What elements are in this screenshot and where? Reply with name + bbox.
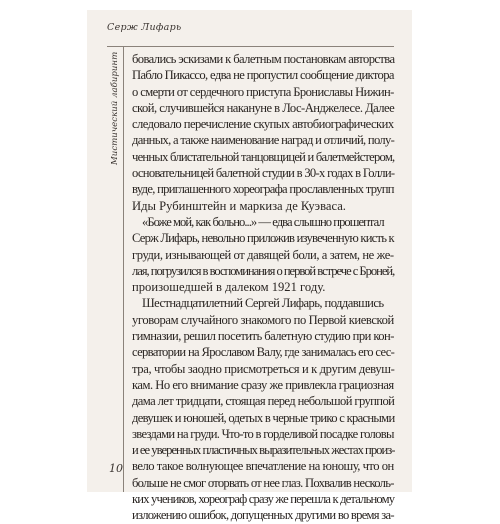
- text-line: вуде, приглашенного хореографа прославленных трупп: [132, 182, 394, 197]
- text-line: ченных блистательной танцовщицей и балетмейстером,: [132, 149, 395, 164]
- text-line: основательницей балетной студии в 30-х годах в Голли-: [132, 166, 395, 181]
- text-line: произошедшей в далеком 1921 году.: [132, 280, 326, 295]
- text-line: Пабло Пикассо, едва не пропустил сообщение диктора: [132, 68, 394, 83]
- text-line: гимназии, решил посетить балетную студию при кон-: [132, 329, 394, 344]
- text-line: звездами на груди. Что-то в горделивой посадке головы: [132, 426, 394, 441]
- running-header-author: Серж Лифарь: [107, 22, 182, 33]
- text-line: дама лет тридцати, стоящая перед небольшой группой: [132, 394, 395, 409]
- text-line: бовались эскизами к балетным постановкам авторства: [132, 52, 395, 66]
- text-line: ской, случившейся накануне в Лос-Анджелесе. Далее: [132, 100, 395, 115]
- body-text: [132, 51, 394, 524]
- text-line: и ее уверенных пластичных выразительных жестах произ-: [132, 443, 395, 458]
- text-line: Серж Лифарь, невольно приложив изувеченную кисть к: [132, 231, 394, 246]
- text-line: ких учеников, хореограф сразу же перешла к детальному: [132, 492, 395, 507]
- text-line: вело такое волнующее впечатление на юношу, что он: [132, 459, 394, 474]
- text-line: больше не смог оторвать от нее глаз. Похвалив несколь-: [132, 475, 394, 490]
- margin-rule: [123, 46, 124, 492]
- text-line: уговорам случайного знакомого по Первой киевской: [132, 312, 394, 327]
- header-rule: [107, 46, 394, 47]
- page-number: 10: [109, 462, 123, 475]
- text-line: следовало перечисление скупых автобиографических: [132, 117, 394, 132]
- text-line: серватории на Ярославом Валу, где занималась его сес-: [132, 345, 395, 360]
- book-page: [87, 10, 412, 523]
- text-line: лая, погрузился в воспоминания о первой встрече с Броней,: [132, 263, 395, 278]
- text-line: девушек и юношей, одетых в черные трико с красными: [132, 410, 395, 425]
- text-line: груди, изнывающей от давящей боли, а затем, не же-: [132, 247, 394, 262]
- text-line: Иды Рубинштейн и маркиза де Куэваса.: [132, 198, 346, 213]
- text-line: изложению ошибок, допущенных другими во время за-: [132, 508, 394, 523]
- text-line: о смерти от сердечного приступа Брониславы Нижин-: [132, 84, 394, 99]
- text-line: кам. Но его внимание сразу же привлекла грациозная: [132, 377, 394, 392]
- running-header-book-title: Мистический лабиринт: [110, 52, 120, 166]
- text-line: данных, а также наименование наград и отличий, полу-: [132, 133, 395, 148]
- text-line: «Боже мой, как больно...» — едва слышно прошептал: [142, 214, 384, 229]
- text-line: Шестнадцатилетний Сергей Лифарь, поддавшись: [142, 296, 384, 311]
- text-line: тра, чтобы заодно присмотреться и к другим девуш-: [132, 361, 395, 376]
